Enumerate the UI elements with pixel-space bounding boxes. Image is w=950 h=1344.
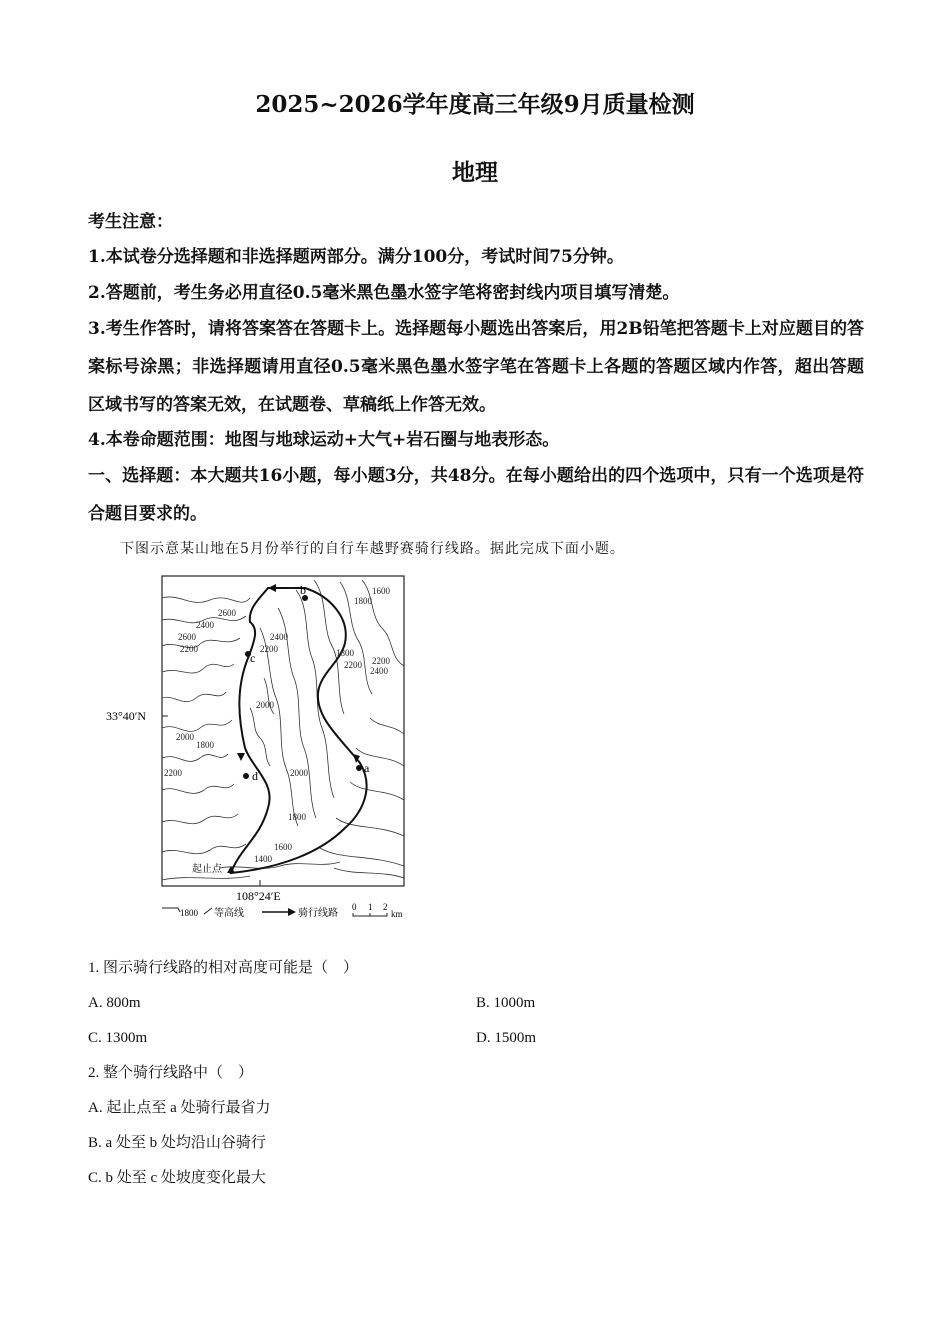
- contour-label: 2200: [260, 644, 278, 654]
- latitude-label: 33°40′N: [106, 709, 147, 723]
- point-d-label: d: [252, 769, 258, 783]
- question-1-option-b: B. 1000m: [476, 995, 536, 1011]
- contour-label: 2200: [164, 768, 182, 778]
- notice-item-2: 2.答题前，考生务必用直径0.5毫米黑色墨水签字笔将密封线内项目填写清楚。: [88, 283, 680, 303]
- legend-contour-text: 等高线: [214, 908, 244, 919]
- legend-contour-value: 1800: [180, 908, 198, 918]
- map-legend: [162, 902, 403, 919]
- contour-label: 2600: [178, 632, 196, 642]
- notice-heading: 考生注意：: [88, 212, 173, 232]
- question-2-option-a: A. 起止点至 a 处骑行最省力: [88, 1100, 271, 1116]
- longitude-label: 108°24′E: [236, 889, 281, 903]
- legend-route-text: 骑行线路: [298, 908, 338, 919]
- start-point-label: 起止点: [192, 864, 222, 875]
- contour-label: 2200: [180, 644, 198, 654]
- contour-label: 2000: [256, 700, 274, 710]
- contour-label: 2000: [176, 732, 194, 742]
- contour-label: 2400: [196, 620, 214, 630]
- contour-label: 2400: [270, 632, 288, 642]
- notice-item-1: 1.本试卷分选择题和非选择题两部分。满分100分，考试时间75分钟。: [88, 247, 624, 267]
- contour-label: 1400: [254, 854, 272, 864]
- question-1-stem: 1. 图示骑行线路的相对高度可能是（ ）: [88, 960, 359, 976]
- subject-title: 地理: [452, 159, 498, 186]
- legend-scale-1: 1: [368, 902, 373, 912]
- contour-label: 1800: [288, 812, 306, 822]
- section-heading: 一、选择题：本大题共16小题，每小题3分，共48分。在每小题给出的四个选项中，只有一个选项是符合题目要求的。: [88, 466, 864, 524]
- question-2-option-b: B. a 处至 b 处均沿山谷骑行: [88, 1135, 266, 1151]
- contour-label: 1800: [336, 648, 354, 658]
- route-contour-map: [100, 568, 420, 924]
- question-2-stem: 2. 整个骑行线路中（ ）: [88, 1065, 254, 1081]
- contour-label: 2200: [344, 660, 362, 670]
- contour-label: 2000: [290, 768, 308, 778]
- question-1-option-c: C. 1300m: [88, 1030, 148, 1046]
- contour-label: 1800: [354, 596, 372, 606]
- contour-label: 2600: [218, 608, 236, 618]
- notice-item-3: 3.考生作答时，请将答案答在答题卡上。选择题每小题选出答案后，用2B铅笔把答题卡上对应题目的答案标号涂黑；非选择题请用直径0.5毫米黑色墨水签字笔在答题卡上各题的答题区域内作答，超出答题区域书写的答案无效，在试题卷、草稿纸上作答无效。: [88, 319, 864, 415]
- point-b-label: b: [300, 583, 306, 597]
- legend-scale-0: 0: [352, 902, 357, 912]
- point-a-label: a: [364, 761, 370, 775]
- notice-item-4: 4.本卷命题范围：地图与地球运动+大气+岩石圈与地表形态。: [88, 430, 560, 450]
- contour-label: 2400: [370, 666, 388, 676]
- section-intro: 下图示意某山地在5月份举行的自行车越野赛骑行线路。据此完成下面小题。: [120, 541, 625, 557]
- question-2-option-c: C. b 处至 c 处坡度变化最大: [88, 1170, 266, 1186]
- contour-label: 1800: [196, 740, 214, 750]
- contour-label: 1600: [372, 586, 390, 596]
- question-1-option-d: D. 1500m: [476, 1030, 536, 1046]
- legend-scale-2: 2: [383, 902, 388, 912]
- exam-title: 2025~2026学年度高三年级9月质量检测: [255, 91, 695, 118]
- contour-label: 1600: [274, 842, 292, 852]
- legend-scale-unit: km: [391, 909, 403, 919]
- question-1-option-a: A. 800m: [88, 995, 141, 1011]
- contour-label: 2200: [372, 656, 390, 666]
- point-c-label: c: [250, 651, 256, 665]
